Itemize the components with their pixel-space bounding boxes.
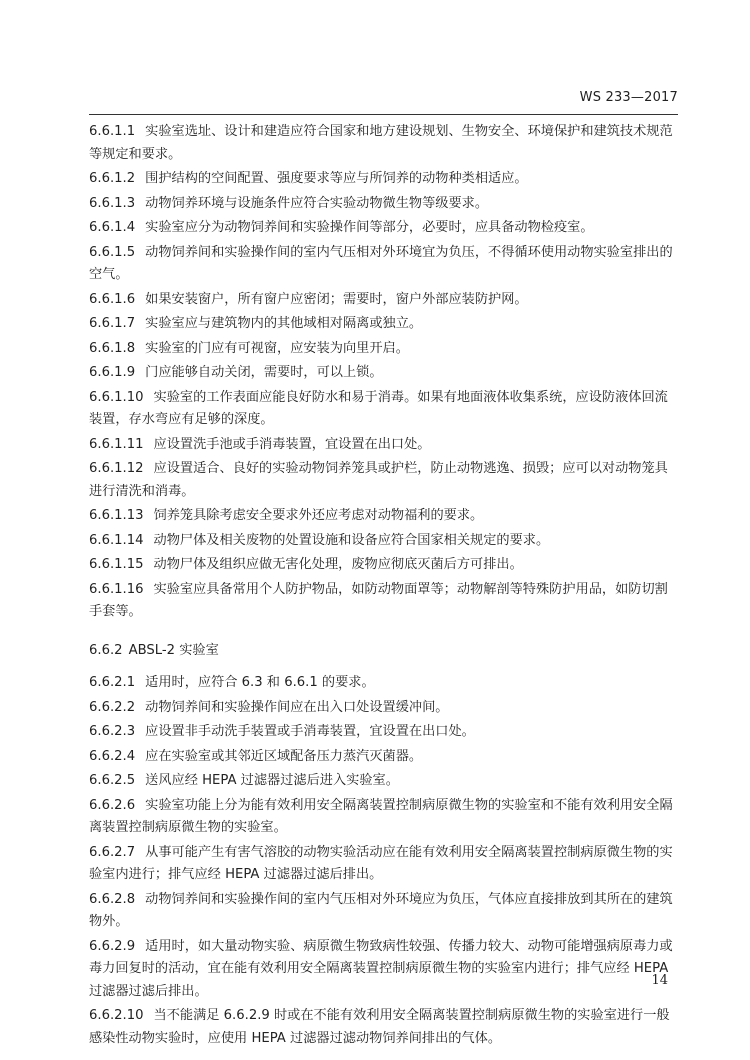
- header-divider: [89, 114, 678, 115]
- clause-text: 饲养笼具除考虑安全要求外还应考虑对动物福利的要求。: [153, 508, 484, 523]
- clause-text: 送风应经 HEPA 过滤器过滤后进入实验室。: [145, 773, 399, 788]
- clause: [89, 434, 678, 457]
- clause-text: 实验室应分为动物饲养间和实验操作间等部分，必要时，应具备动物检疫室。: [145, 220, 594, 235]
- clause: [89, 795, 678, 840]
- section-heading-6-6-2: [89, 640, 678, 663]
- clause: [89, 387, 678, 432]
- clause-text: 实验室的门应有可视窗，应安装为向里开启。: [145, 340, 409, 356]
- clause: [89, 242, 678, 287]
- section-title: ABSL-2 实验室: [128, 642, 219, 658]
- clause-number: 6.6.1.4: [89, 220, 136, 235]
- clause-number: 6.6.2.6: [89, 797, 136, 813]
- clause-number: 6.6.1.3: [89, 195, 136, 211]
- clause-text: 应设置非手动洗手装置或手消毒装置，宜设置在出口处。: [145, 724, 475, 739]
- clause-number: 6.6.1.13: [89, 508, 144, 523]
- clause: [89, 746, 678, 769]
- page-number: 14: [651, 973, 668, 988]
- clause-number: 6.6.1.15: [89, 557, 144, 572]
- clause-text: 应在实验室或其邻近区域配备压力蒸汽灭菌器。: [145, 748, 423, 764]
- clause-number: 6.6.1.6: [89, 291, 136, 307]
- clause-number: 6.6.2.1: [89, 675, 136, 690]
- clause-text: 动物饲养环境与设施条件应符合实验动物微生物等级要求。: [145, 195, 489, 211]
- clause-text: 围护结构的空间配置、强度要求等应与所饲养的动物种类相适应。: [145, 171, 528, 186]
- clause: [89, 193, 678, 216]
- clause-text: 动物尸体及组织应做无害化处理，废物应彻底灭菌后方可排出。: [153, 557, 523, 572]
- clause: [89, 936, 678, 1004]
- clause: [89, 721, 678, 744]
- clause-number: 6.6.1.12: [89, 461, 144, 476]
- clause: [89, 289, 678, 312]
- clause-text: 实验室的工作表面应能良好防水和易于消毒。如果有地面液体收集系统，应设防液体回流装置，存水弯应有足够的深度。: [89, 389, 668, 427]
- clause-number: 6.6.2.7: [89, 844, 136, 860]
- clause-text: 动物饲养间和实验操作间应在出入口处设置缓冲间。: [145, 699, 449, 715]
- clause-number: 6.6.1.16: [89, 581, 144, 597]
- clause-text: 实验室选址、设计和建造应符合国家和地方建设规划、生物安全、环境保护和建筑技术规范等规定和要求。: [89, 124, 673, 162]
- clause: [89, 313, 678, 336]
- clause: [89, 168, 678, 191]
- clause-text: 如果安装窗户，所有窗户应密闭；需要时，窗户外部应装防护网。: [145, 291, 528, 307]
- clause-text: 动物饲养间和实验操作间的室内气压相对外环境宜为负压，不得循环使用动物实验室排出的空气。: [89, 244, 673, 282]
- clause-text: 动物尸体及相关废物的处置设施和设备应符合国家相关规定的要求。: [153, 532, 550, 548]
- clause-number: 6.6.1.5: [89, 244, 136, 260]
- clause-text: 从事可能产生有害气溶胶的动物实验活动应在能有效利用安全隔离装置控制病原微生物的实验室内进行；排气应经 HEPA 过滤器过滤后排出。: [89, 844, 673, 882]
- clause-number: 6.6.2.9: [89, 938, 136, 954]
- clause: [89, 842, 678, 887]
- section-6-6-1-clauses: [89, 121, 678, 624]
- clause-number: 6.6.2.8: [89, 891, 136, 907]
- clause: [89, 554, 678, 577]
- section-number: 6.6.2: [89, 642, 123, 658]
- clause-number: 6.6.1.11: [89, 436, 144, 452]
- clause-text: 适用时，应符合 6.3 和 6.6.1 的要求。: [145, 675, 375, 690]
- clause-number: 6.6.2.3: [89, 724, 136, 739]
- clause: [89, 889, 678, 934]
- clause-text: 应设置洗手池或手消毒装置，宜设置在出口处。: [153, 436, 431, 452]
- clause-text: 实验室应与建筑物内的其他域相对隔离或独立。: [145, 316, 423, 331]
- section-6-6-2-clauses: [89, 672, 678, 1050]
- clause-number: 6.6.2.5: [89, 773, 136, 788]
- clause-number: 6.6.1.10: [89, 389, 144, 405]
- standard-code: WS 233—2017: [579, 90, 678, 105]
- clause: [89, 121, 678, 166]
- clause: [89, 1005, 678, 1050]
- clause: [89, 672, 678, 695]
- clause-text: 当不能满足 6.6.2.9 时或在不能有效利用安全隔离装置控制病原微生物的实验室进行一般感染性动物实验时，应使用 HEPA 过滤器过滤动物饲养间排出的气体。: [89, 1008, 670, 1046]
- clause-number: 6.6.1.14: [89, 532, 144, 548]
- clause: [89, 362, 678, 385]
- clause-text: 适用时，如大量动物实验、病原微生物致病性较强、传播力较大、动物可能增强病原毒力或毒力回复时的活动，宜在能有效利用安全隔离装置控制病原微生物的实验室内进行；排气应经 HEPA 过滤器过滤后排出。: [89, 938, 673, 999]
- clause-number: 6.6.2.2: [89, 699, 136, 715]
- clause: [89, 338, 678, 361]
- clause: [89, 579, 678, 624]
- document-body: [89, 121, 678, 1052]
- clause-text: 动物饲养间和实验操作间的室内气压相对外环境应为负压，气体应直接排放到其所在的建筑物外。: [89, 891, 673, 929]
- clause-number: 6.6.1.1: [89, 124, 136, 139]
- clause-text: 实验室应具备常用个人防护物品，如防动物面罩等；动物解剖等特殊防护用品，如防切割手套等。: [89, 581, 668, 619]
- clause-number: 6.6.1.9: [89, 365, 136, 380]
- clause: [89, 217, 678, 240]
- clause-text: 应设置适合、良好的实验动物饲养笼具或护栏，防止动物逃逸、损毁；应可以对动物笼具进行清洗和消毒。: [89, 461, 668, 499]
- clause: [89, 530, 678, 553]
- clause: [89, 458, 678, 503]
- clause: [89, 770, 678, 793]
- clause: [89, 697, 678, 720]
- clause-text: 门应能够自动关闭，需要时，可以上锁。: [145, 365, 383, 380]
- clause: [89, 505, 678, 528]
- clause-number: 6.6.1.2: [89, 171, 136, 186]
- clause-number: 6.6.2.10: [89, 1008, 144, 1023]
- clause-text: 实验室功能上分为能有效利用安全隔离装置控制病原微生物的实验室和不能有效利用安全隔离装置控制病原微生物的实验室。: [89, 797, 673, 835]
- clause-number: 6.6.2.4: [89, 748, 136, 764]
- clause-number: 6.6.1.7: [89, 316, 136, 331]
- clause-number: 6.6.1.8: [89, 340, 136, 356]
